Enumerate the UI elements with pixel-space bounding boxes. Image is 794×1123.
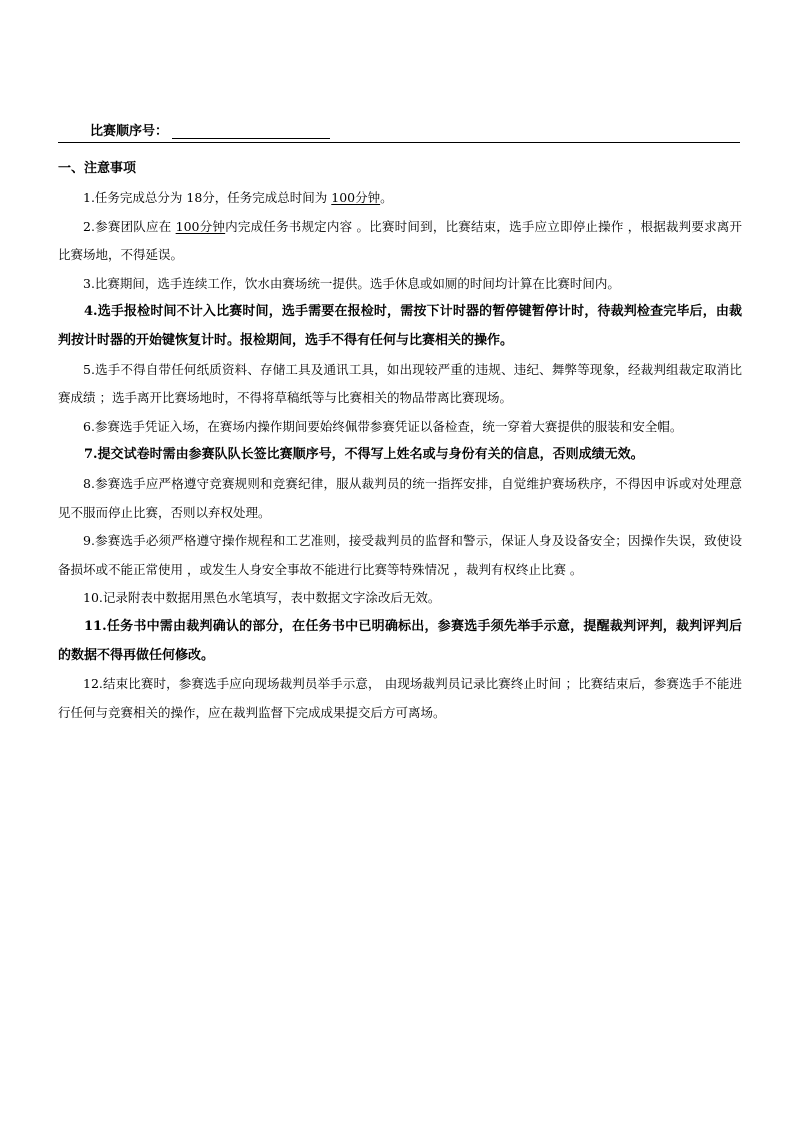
rule-7: 7.提交试卷时需由参赛队队长签比赛顺序号，不得写上姓名或与身份有关的信息，否则成绩无效。 [84,447,644,463]
competition-order-blank [172,124,330,139]
rules-list [58,184,742,727]
rule-8: 8.参赛选手应严格遵守竞赛规则和竞赛纪律，服从裁判员的统一指挥安排，自觉维护赛场秩序，不得因申诉或对处理意见不服而停止比赛，否则以弃权处理。 [58,475,742,520]
rule-6: 6.参赛选手凭证入场，在赛场内操作期间要始终佩带参赛凭证以备检查，统一穿着大赛提供的服装和安全帽。 [83,418,683,434]
rule-5: 5.选手不得自带任何纸质资料、存储工具及通讯工具，如出现较严重的违规、违纪、舞弊等现象，经裁判组裁定取消比赛成绩 ；选手离开比赛场地时，不得将草稿纸等与比赛相关的物品带离比赛现场。 [58,361,742,406]
rule-2: 2.参赛团队应在 100分钟内完成任务书规定内容 。比赛时间到，比赛结束，选手应立即停止操作 ，根据裁判要求离开比赛场地，不得延误。 [58,218,742,263]
header-rule [58,142,740,143]
rule-9: 9.参赛选手必须严格遵守操作规程和工艺准则，接受裁判员的监督和警示，保证人身及设备安全；因操作失误，致使设备损坏或不能正常使用 ，或发生人身安全事故不能进行比赛等特殊情况 ，裁判有权终止比赛 。 [58,533,742,577]
duration-underlined: 100分钟 [331,190,381,205]
section-title: 一、注意事项 [58,161,137,176]
rule-10: 10.记录附表中数据用黑色水笔填写，表中数据文字涂改后无效。 [83,590,441,606]
rule-12: 12.结束比赛时，参赛选手应向现场裁判员举手示意， 由现场裁判员记录比赛终止时间 ；比赛结束后，参赛选手不能进行任何与竞赛相关的操作，应在裁判监督下完成成果提交后方可离场。 [58,676,742,720]
competition-order-row [90,120,330,139]
rule-11: 11.任务书中需由裁判确认的部分，在任务书中已明确标出，参赛选手须先举手示意，提醒裁判评判，裁判评判后的数据不得再做任何修改。 [58,618,742,663]
rule-4: 4.选手报检时间不计入比赛时间，选手需要在报检时，需按下计时器的暂停键暂停计时，待裁判检查完毕后，由裁判按计时器的开始键恢复计时。报检期间，选手不得有任何与比赛相关的操作。 [58,304,742,348]
duration-underlined: 100分钟 [175,218,226,234]
rule-1: 1.任务完成总分为 18分，任务完成总时间为 100分钟。 [83,190,393,205]
rule-3: 3.比赛期间，选手连续工作，饮水由赛场统一提供。选手休息或如厕的时间均计算在比赛时间内。 [83,275,620,291]
competition-order-label: 比赛顺序号： [90,124,169,139]
